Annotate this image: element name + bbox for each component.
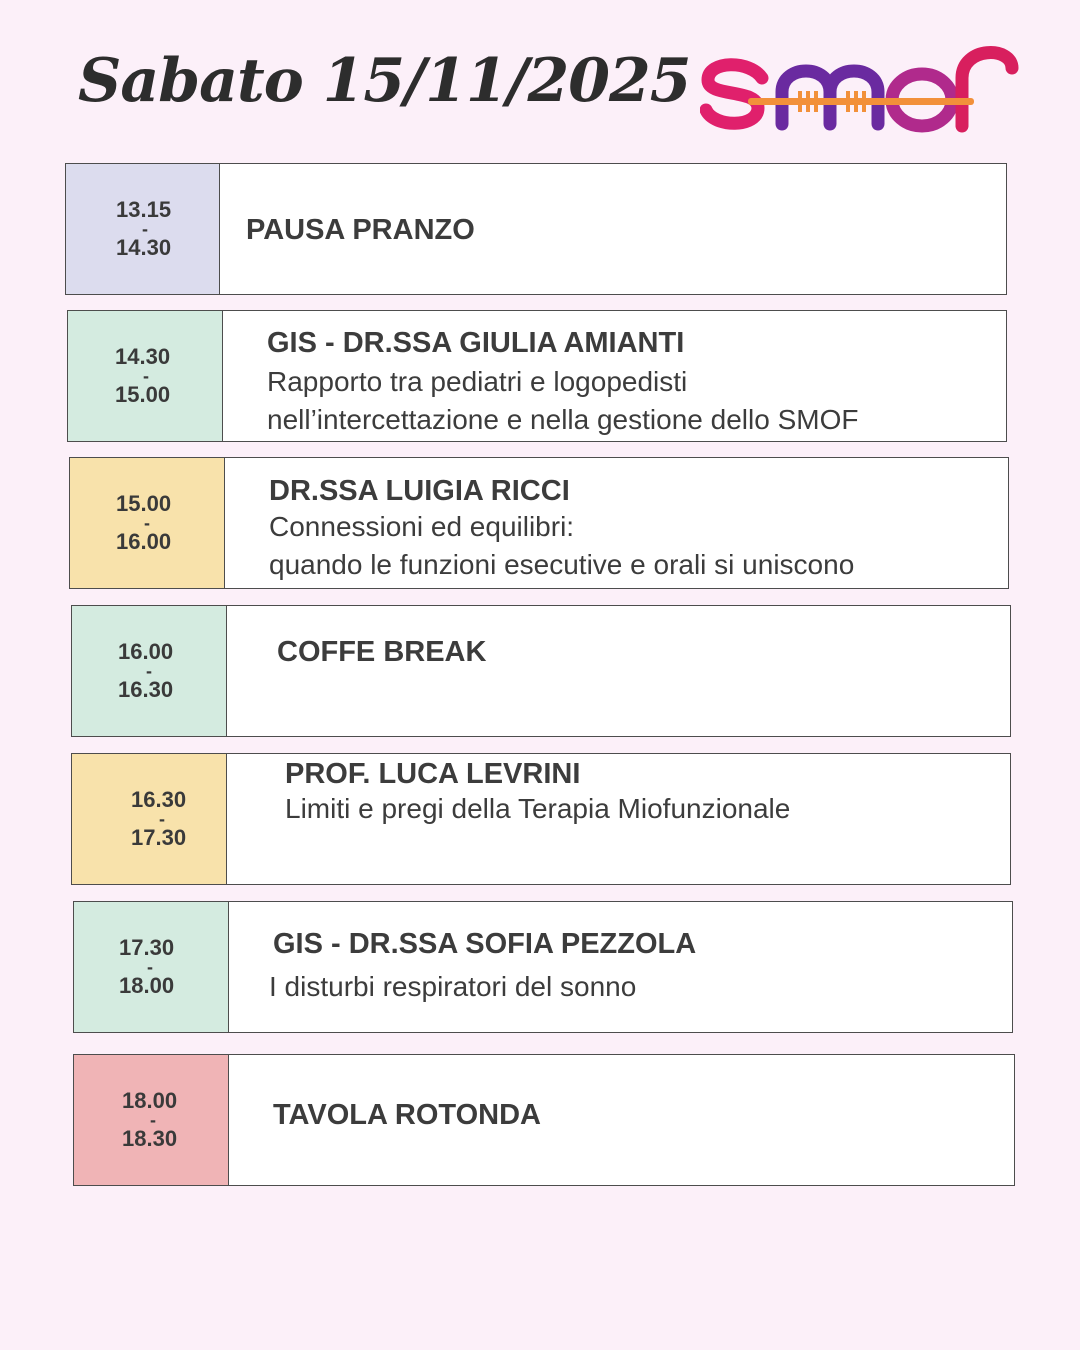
time-start: 14.30 [115, 344, 171, 369]
session-heading: COFFE BREAK [277, 636, 487, 668]
time-end: 16.00 [116, 529, 172, 554]
time-end: 17.30 [131, 825, 187, 850]
time-cell [66, 164, 220, 294]
time-start: 16.00 [118, 639, 174, 664]
schedule-row [73, 901, 1013, 1033]
session-heading: GIS - DR.SSA SOFIA PEZZOLA [273, 928, 697, 960]
session-content [227, 606, 1010, 736]
session-heading: PROF. LUCA LEVRINI [285, 758, 581, 790]
session-content [220, 164, 1006, 294]
time-cell [68, 311, 223, 441]
time-cell [74, 1055, 229, 1185]
session-content [223, 311, 1006, 441]
time-end: 15.00 [115, 382, 171, 407]
logo-letter-s [706, 65, 762, 124]
time-end: 16.30 [118, 677, 174, 702]
session-heading: TAVOLA ROTONDA [273, 1099, 541, 1131]
time-start: 17.30 [119, 935, 175, 960]
logo-letter-f [962, 53, 1012, 126]
session-description: Limiti e pregi della Terapia Miofunzionale [285, 793, 791, 824]
time-separator: - [159, 809, 165, 829]
session-description: nell’intercettazione e nella gestione dello SMOF [267, 404, 859, 435]
time-start: 16.30 [131, 787, 187, 812]
session-content [229, 902, 1012, 1032]
time-cell [74, 902, 229, 1032]
time-cell [72, 754, 227, 884]
session-content [227, 754, 1010, 884]
schedule-row [69, 457, 1009, 589]
time-cell [72, 606, 227, 736]
time-start: 15.00 [116, 491, 172, 516]
session-heading: DR.SSA LUIGIA RICCI [269, 475, 570, 507]
page-title: Sabato 15/11/2025 [78, 46, 691, 116]
time-separator: - [146, 661, 152, 681]
logo-bar [748, 98, 974, 105]
session-description: I disturbi respiratori del sonno [269, 971, 637, 1002]
smof-logo [700, 38, 1022, 134]
time-separator: - [150, 1110, 156, 1130]
time-cell [70, 458, 225, 588]
time-separator: - [144, 513, 150, 533]
schedule-row [67, 310, 1007, 442]
time-separator: - [147, 957, 153, 977]
session-heading: GIS - DR.SSA GIULIA AMIANTI [267, 327, 685, 359]
session-description: quando le funzioni esecutive e orali si uniscono [269, 549, 855, 580]
session-heading: PAUSA PRANZO [246, 214, 475, 246]
time-end: 14.30 [116, 235, 172, 260]
time-end: 18.30 [122, 1126, 178, 1151]
session-content [229, 1055, 1014, 1185]
schedule-row [65, 163, 1007, 295]
session-description: Connessioni ed equilibri: [269, 511, 575, 542]
time-separator: - [143, 366, 149, 386]
schedule-row [71, 753, 1011, 885]
time-start: 13.15 [116, 197, 172, 222]
schedule-row [71, 605, 1011, 737]
session-content [225, 458, 1008, 588]
session-description: Rapporto tra pediatri e logopedisti [267, 366, 688, 397]
time-end: 18.00 [119, 973, 175, 998]
schedule-row [73, 1054, 1015, 1186]
time-separator: - [142, 219, 148, 239]
time-start: 18.00 [122, 1088, 178, 1113]
